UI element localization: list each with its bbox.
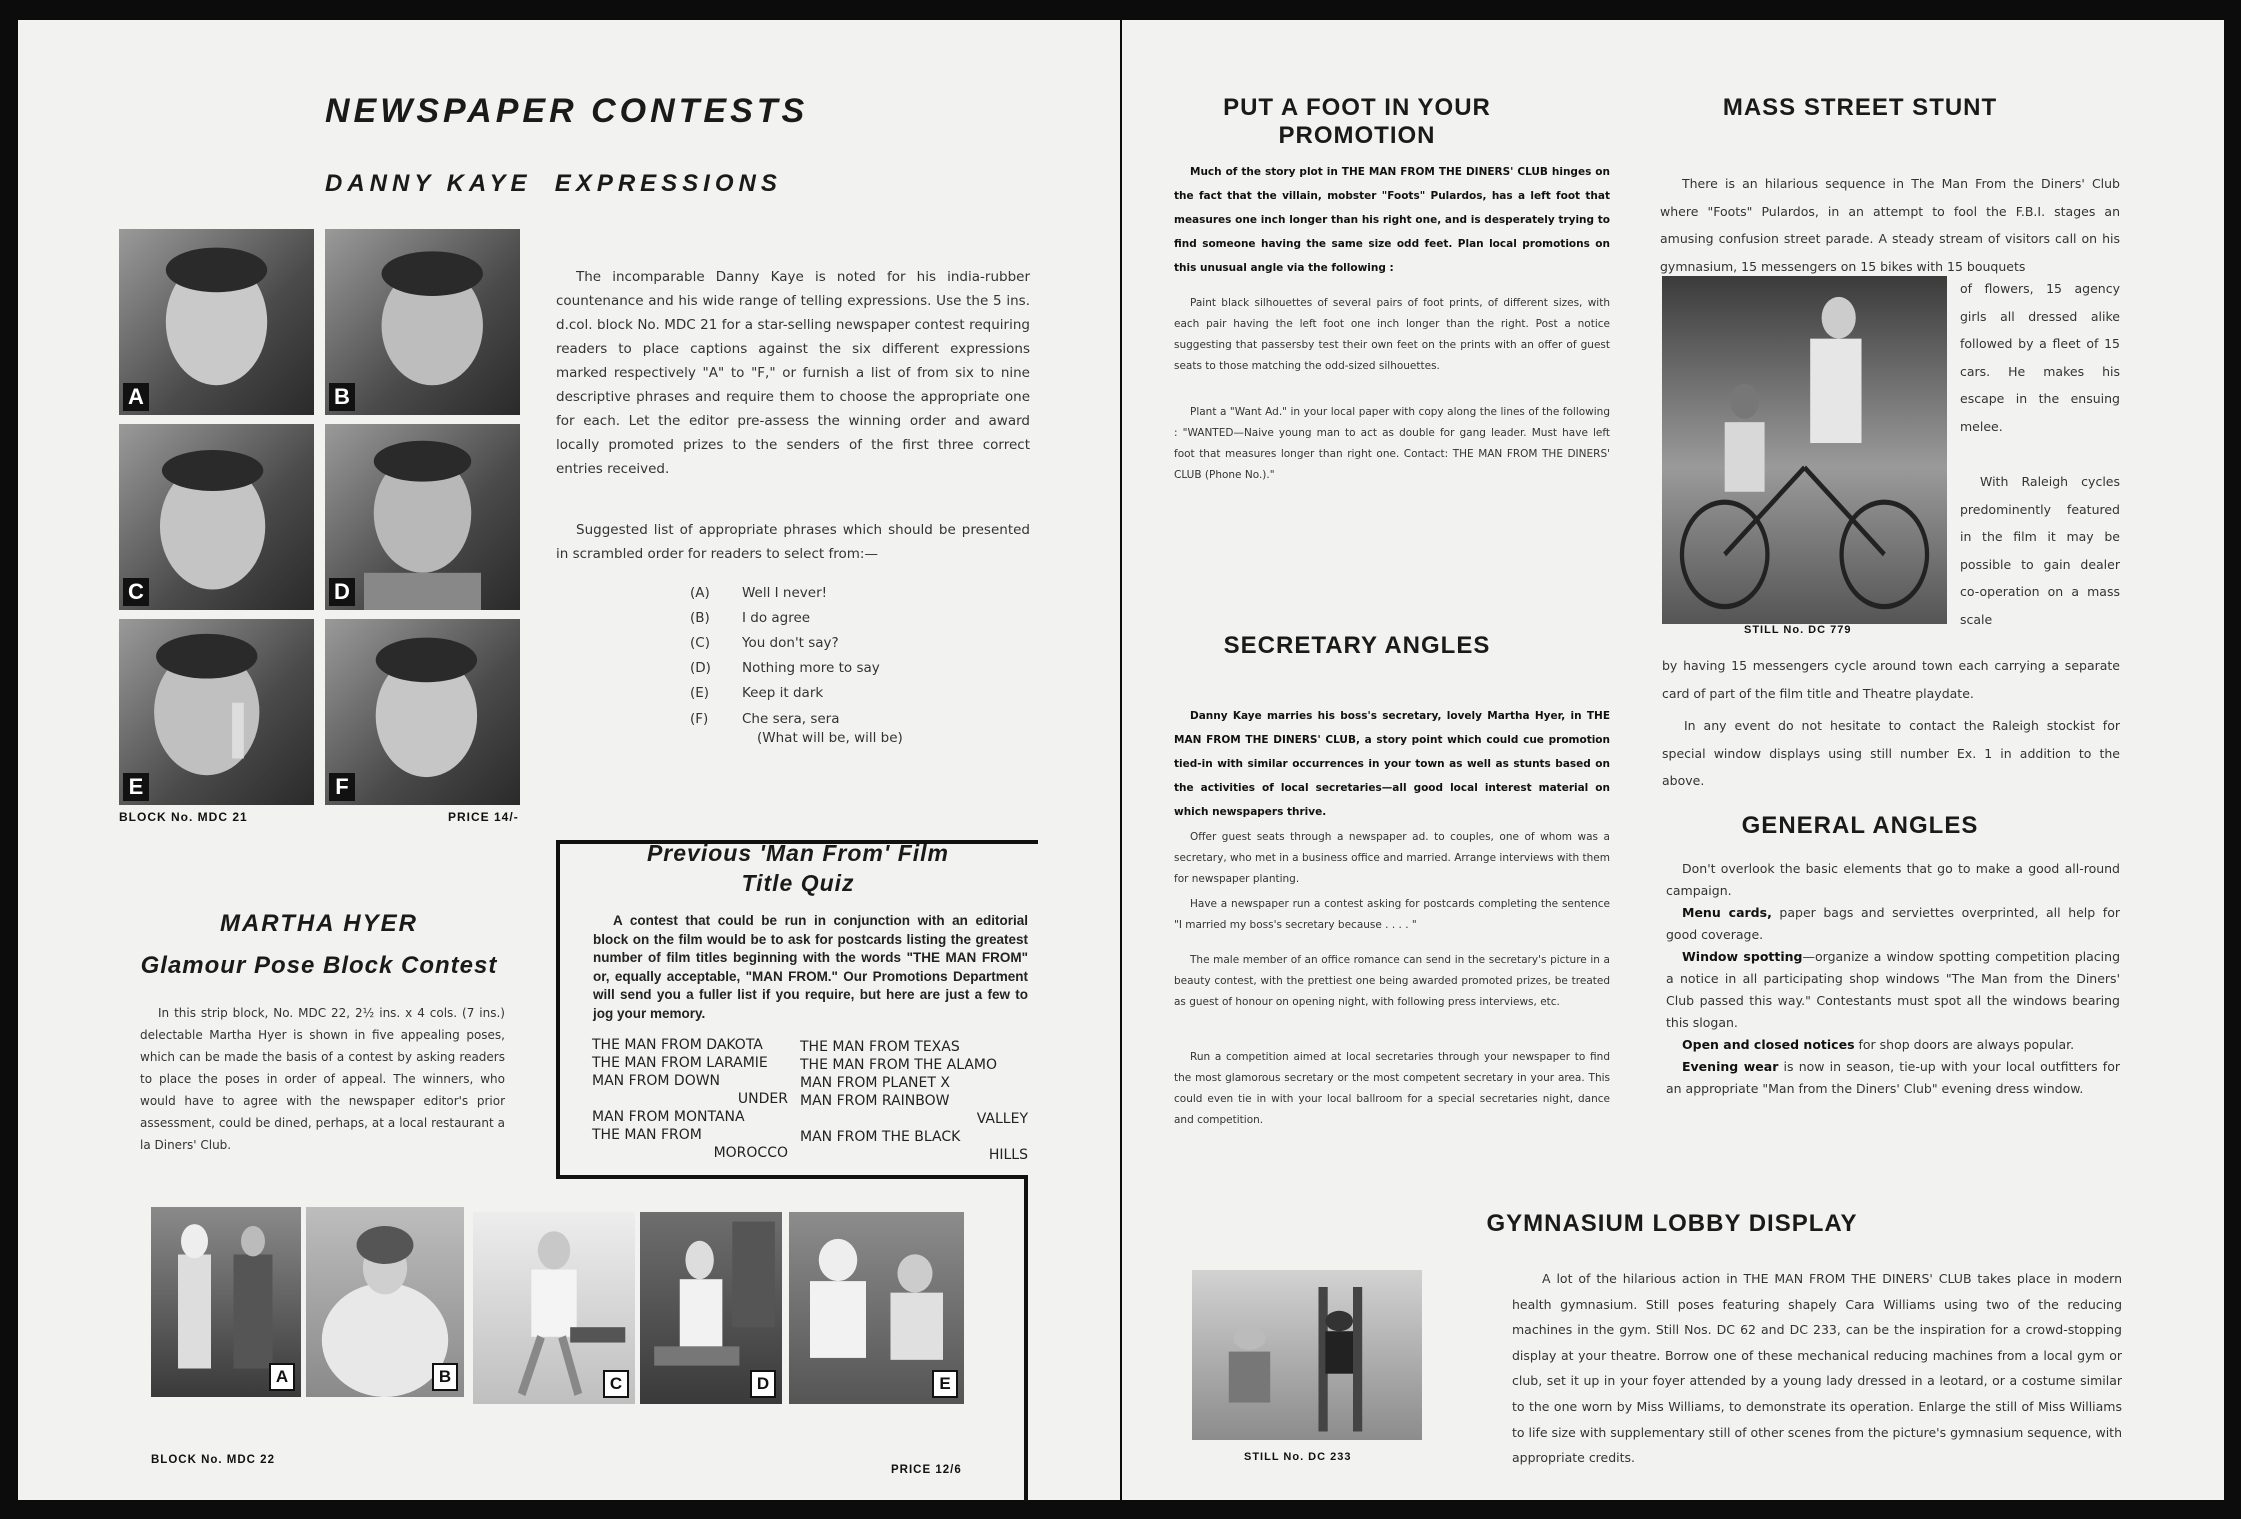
secretary-paragraph-3: The male member of an office romance can send in the secretary's picture in a beauty contest, with the prettiest one being awarded promoted prizes, be treated as guest of honour on opening night, with following press interviews, etc.: [1174, 954, 1610, 1008]
phrase-subtext: (What will be, will be): [757, 730, 903, 746]
face-photo-d: [325, 424, 520, 610]
general-item: Open and closed notices for shop doors are always popular.: [1682, 1037, 2075, 1052]
quiz-titles-col-1: THE MAN FROM DAKOTA THE MAN FROM LARAMIE MAN FROM DOWN UNDER MAN FROM MONTANA THE MAN FROM MOROCCO: [592, 1037, 788, 1161]
general-intro: Don't overlook the basic elements that go to make a good all-round campaign.: [1666, 861, 2120, 898]
phrase-item: (F) Che sera, sera: [690, 711, 840, 727]
block-caption: BLOCK No. MDC 21: [119, 810, 248, 824]
secretary-paragraph-4: Run a competition aimed at local secretaries through your newspaper to find the most glamorous secretary or the most competent secretary in your area. This could even tie in with your local ballroom for a special secretaries night, dance and competition.: [1174, 1051, 1610, 1126]
phrase-item: (B) I do agree: [690, 610, 811, 626]
right-page: [1122, 20, 2224, 1500]
face-photo-e: [119, 619, 314, 805]
phrase-list: [690, 581, 1020, 747]
price-caption: PRICE 14/-: [448, 810, 519, 824]
face-photo-c: [119, 424, 314, 610]
still-779-caption: STILL No. DC 779: [1744, 624, 1852, 636]
gymnasium-paragraph: A lot of the hilarious action in THE MAN FROM THE DINERS' CLUB takes place in modern health gymnasium. Still poses featuring shapely Cara Williams using two of the reducing machines in the gym. Still Nos. DC 62 and DC 233, can be the inspiration for a crowd-stopping display at your theatre. Borrow one of these mechanical reducing machines from a local gym or club, set it up in your foyer attended by a young lady dressed in a leotard, or a costume similar to the one worn by Miss Williams, to demonstrate its operation. Enlarge the still of Miss Williams to life size with supplementary still of other scenes from the picture's gymnasium sequence, with appropriate credits.: [1512, 1271, 2122, 1466]
left-page: [18, 20, 1120, 1500]
foot-intro: Much of the story plot in THE MAN FROM THE DINERS' CLUB hinges on the fact that the villain, mobster "Foots" Pulardos, has a left foot that measures one inch longer than his right one, and is desperately trying to find someone having the same size odd feet. Plan local promotions on this unusual angle via the following :: [1174, 166, 1610, 274]
foot-promotion-title: PUT A FOOT IN YOUR PROMOTION: [1223, 94, 1491, 149]
phrase-item: (C) You don't say?: [690, 635, 839, 651]
quiz-paragraph: A contest that could be run in conjunction with an editorial block on the film would be to ask for postcards listing the greatest number of film titles beginning with the words "THE MAN FROM" or, equally acceptable, "MAN FROM." Our Promotions Department will send you a fuller list if you require, but here are just a few to jog your memory.: [593, 913, 1028, 1021]
general-item: Menu cards, paper bags and serviettes overprinted, all help for good coverage.: [1666, 905, 2120, 942]
pose-letter: D: [750, 1370, 776, 1398]
secretary-paragraph-2: Have a newspaper run a contest asking for postcards completing the sentence "I married my boss's secretary because . . . . ": [1174, 898, 1610, 931]
pose-photo-d: [640, 1212, 782, 1404]
suggested-list-intro: Suggested list of appropriate phrases which should be presented in scrambled order for readers to select from:—: [556, 522, 1030, 562]
martha-title: MARTHA HYER: [219, 910, 418, 937]
mass-paragraph-3: In any event do not hesitate to contact the Raleigh stockist for special window displays using still number Ex. 1 in addition to the above.: [1662, 718, 2120, 788]
strip-block-caption: BLOCK No. MDC 22: [151, 1454, 275, 1466]
quiz-box-right-rule: [1024, 1175, 1028, 1502]
general-angles-title: GENERAL ANGLES: [1741, 812, 1979, 839]
secretary-paragraph-1: Offer guest seats through a newspaper ad. to couples, one of whom was a secretary, who met in a business office and married. Arrange interviews with them for newspaper planting.: [1174, 831, 1610, 885]
pose-photo-e: [789, 1212, 964, 1404]
martha-subtitle: Glamour Pose Block Contest: [140, 952, 498, 979]
pose-letter: E: [932, 1370, 958, 1398]
general-item: Window spotting—organize a window spotting competition placing a notice in all participating shop windows "The Man from the Diners' Club passed this way." Contestants must spot all the windows bearing this slogan.: [1666, 949, 2121, 1030]
mass-stunt-title: MASS STREET STUNT: [1722, 94, 1998, 121]
face-photo-f: [325, 619, 520, 805]
mass-paragraph-1b: of flowers, 15 agency girls all dressed alike followed by a fleet of 15 cars. He makes his escape in the ensuing melee.: [1960, 281, 2120, 434]
pose-photo-c: [473, 1212, 635, 1404]
mass-paragraph-1a: There is an hilarious sequence in The Man From the Diners' Club where "Foots" Pulardos, in an attempt to fool the F.B.I. stages an amusing confusion street parade. A steady stream of visitors call on his gymnasium, 15 messengers on 15 bikes with 15 bouquets: [1660, 176, 2120, 274]
section-subtitle: DANNY KAYE EXPRESSIONS: [325, 170, 782, 197]
face-letter: F: [329, 773, 355, 801]
pose-letter: C: [603, 1370, 629, 1398]
mass-paragraph-2a: With Raleigh cycles predominently featured in the film it may be possible to gain dealer co-operation on a mass scale: [1960, 474, 2120, 627]
bicycle-still-photo: [1662, 276, 1947, 624]
secretary-angles-title: SECRETARY ANGLES: [1223, 632, 1491, 659]
general-angles-body: [1666, 858, 2120, 1100]
page-title: NEWSPAPER CONTESTS: [325, 92, 809, 130]
foot-paragraph-2: Plant a "Want Ad." in your local paper with copy along the lines of the following : "WANTED—Naive young man to act as double for gang leader. Must have left foot that measures longer than right one. Contact: THE MAN FROM THE DINERS' CLUB (Phone No.).": [1174, 406, 1610, 481]
quiz-box-rule: [556, 1175, 1028, 1179]
pose-letter: A: [269, 1363, 295, 1391]
face-letter: C: [123, 578, 149, 606]
mass-paragraph-2b: by having 15 messengers cycle around town each carrying a separate card of part of the film title and Theatre playdate.: [1662, 658, 2120, 701]
pose-photo-b: [306, 1207, 464, 1397]
face-letter: E: [123, 773, 149, 801]
strip-price-caption: PRICE 12/6: [891, 1464, 962, 1476]
face-letter: D: [329, 578, 355, 606]
still-233-caption: STILL No. DC 233: [1244, 1451, 1352, 1463]
secretary-intro: Danny Kaye marries his boss's secretary, lovely Martha Hyer, in THE MAN FROM THE DINERS' CLUB, a story point which could cue promotion tied-in with similar occurrences in your town as well as stunts based on the activities of local secretaries—all good local interest material on which newspapers thrive.: [1174, 710, 1610, 818]
general-item: Evening wear is now in season, tie-up with your local outfitters for an appropriate "Man from the Diners' Club" evening dress window.: [1666, 1059, 2120, 1096]
phrase-item: (E) Keep it dark: [690, 685, 824, 701]
gymnasium-title: GYMNASIUM LOBBY DISPLAY: [1486, 1210, 1858, 1237]
phrase-item: (A) Well I never!: [690, 585, 828, 601]
phrase-item: (D) Nothing more to say: [690, 660, 880, 676]
pose-letter: B: [432, 1363, 458, 1391]
quiz-title: Previous 'Man From' Film Title Quiz: [646, 840, 950, 896]
quiz-titles-col-2: THE MAN FROM TEXAS THE MAN FROM THE ALAMO MAN FROM PLANET X MAN FROM RAINBOW VALLEY MAN FROM THE BLACK HILLS: [800, 1039, 1028, 1163]
face-photo-b: [325, 229, 520, 415]
foot-paragraph-1: Paint black silhouettes of several pairs of foot prints, of different sizes, with each pair having the left foot one inch longer than the right. Post a notice suggesting that passersby test their own feet on the prints with an offer of guest seats to those matching the odd-sized silhouettes.: [1174, 297, 1610, 372]
face-photo-a: [119, 229, 314, 415]
face-letter: B: [329, 383, 355, 411]
face-letter: A: [123, 383, 149, 411]
gymnasium-still-photo: [1192, 1270, 1422, 1440]
pose-photo-a: [151, 1207, 301, 1397]
intro-paragraph: The incomparable Danny Kaye is noted for his india-rubber countenance and his wide range of telling expressions. Use the 5 ins. d.col. block No. MDC 21 for a star-selling newspaper contest requiring readers to place captions against the six different expressions marked respectively "A" to "F," or furnish a list of from six to nine descriptive phrases and require them to choose the appropriate one for each. Let the editor pre-assess the winning order and award locally promoted prizes to the senders of the first three correct entries received.: [556, 269, 1030, 477]
martha-paragraph: In this strip block, No. MDC 22, 2½ ins. x 4 cols. (7 ins.) delectable Martha Hyer is shown in five appealing poses, which can be made the basis of a contest by asking readers to place the poses in order of appeal. The winners, who would have to agree with the newspaper editor's prior assessment, could be dined, perhaps, at a local restaurant a la Diners' Club.: [140, 1006, 505, 1152]
